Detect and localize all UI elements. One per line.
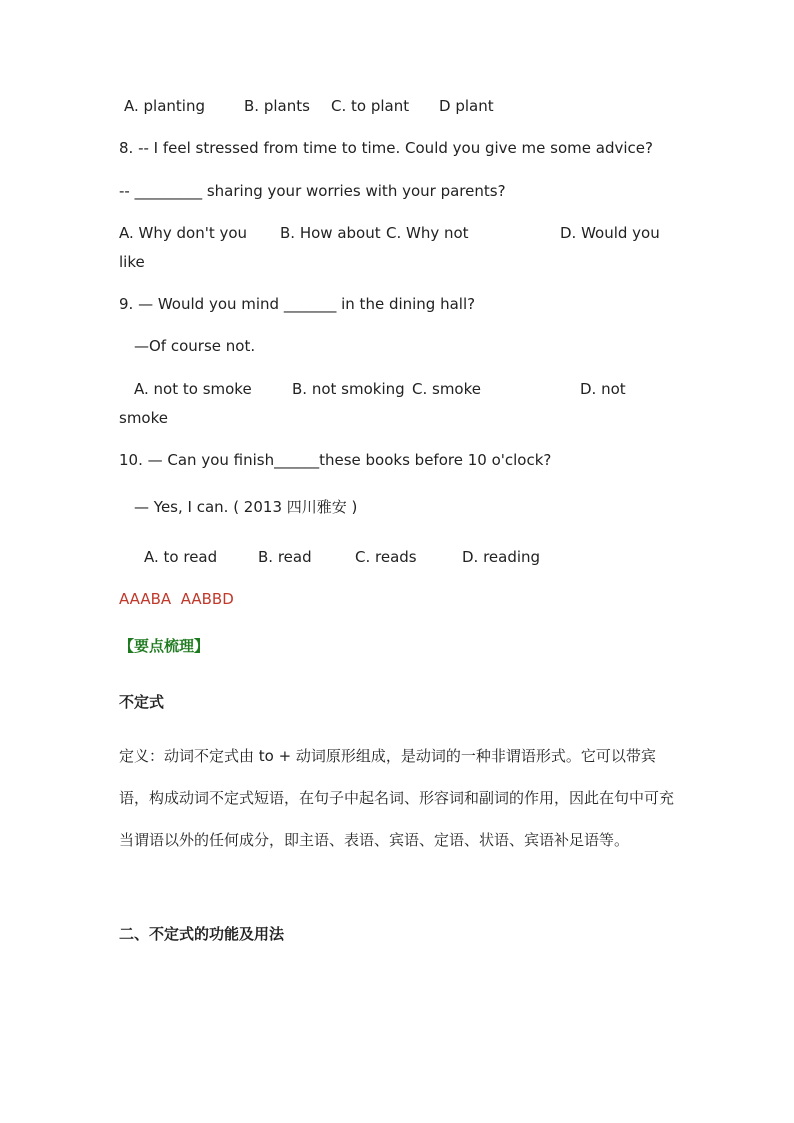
q10-question: 10. — Can you finish______these books before 10 o'clock?	[119, 451, 552, 469]
q9-option-a: A. not to smoke	[134, 380, 252, 398]
q10-response: — Yes, I can. ( 2013 四川雅安 )	[134, 498, 358, 516]
q9-response: —Of course not.	[134, 337, 256, 355]
answer-key: AAABA AABBD	[119, 590, 234, 608]
section-two-title: 二、不定式的功能及用法	[119, 925, 285, 943]
q7-option-c: C. to plant	[331, 97, 410, 115]
q9-option-b: B. not smoking	[292, 380, 405, 398]
q8-response: -- _________ sharing your worries with your parents?	[119, 182, 506, 200]
q7-option-b: B. plants	[244, 97, 310, 115]
q10-option-c: C. reads	[355, 548, 417, 566]
q9-question: 9. — Would you mind _______ in the dining hall?	[119, 295, 476, 313]
q10-option-a: A. to read	[144, 548, 218, 566]
q10-option-b: B. read	[258, 548, 312, 566]
definition-paragraph: 定义：动词不定式由 to + 动词原形组成，是动词的一种非谓语形式。它可以带宾语，构成动词不定式短语，在句子中起名词、形容词和副词的作用，因此在句中可充当谓语以外的任何成分，即主语、表语、宾语、定语、状语、宾语补足语等。	[119, 747, 675, 849]
q10-option-d: D. reading	[462, 548, 541, 566]
q7-option-d: D plant	[439, 97, 494, 115]
section-heading: 【要点梳理】	[119, 637, 210, 655]
q8-option-c: C. Why not	[386, 224, 469, 242]
q9-option-c: C. smoke	[412, 380, 481, 398]
q8-option-b: B. How about	[280, 224, 381, 242]
q9-option-wrap: smoke	[119, 409, 168, 427]
q8-option-d: D. Would you	[560, 224, 660, 242]
q7-option-a: A. planting	[124, 97, 205, 115]
q9-option-d: D. not	[580, 380, 626, 398]
q8-question: 8. -- I feel stressed from time to time. Could you give me some advice?	[119, 139, 653, 157]
q8-option-wrap: like	[119, 253, 145, 271]
q8-option-a: A. Why don't you	[119, 224, 248, 242]
infinitive-title: 不定式	[119, 693, 165, 711]
